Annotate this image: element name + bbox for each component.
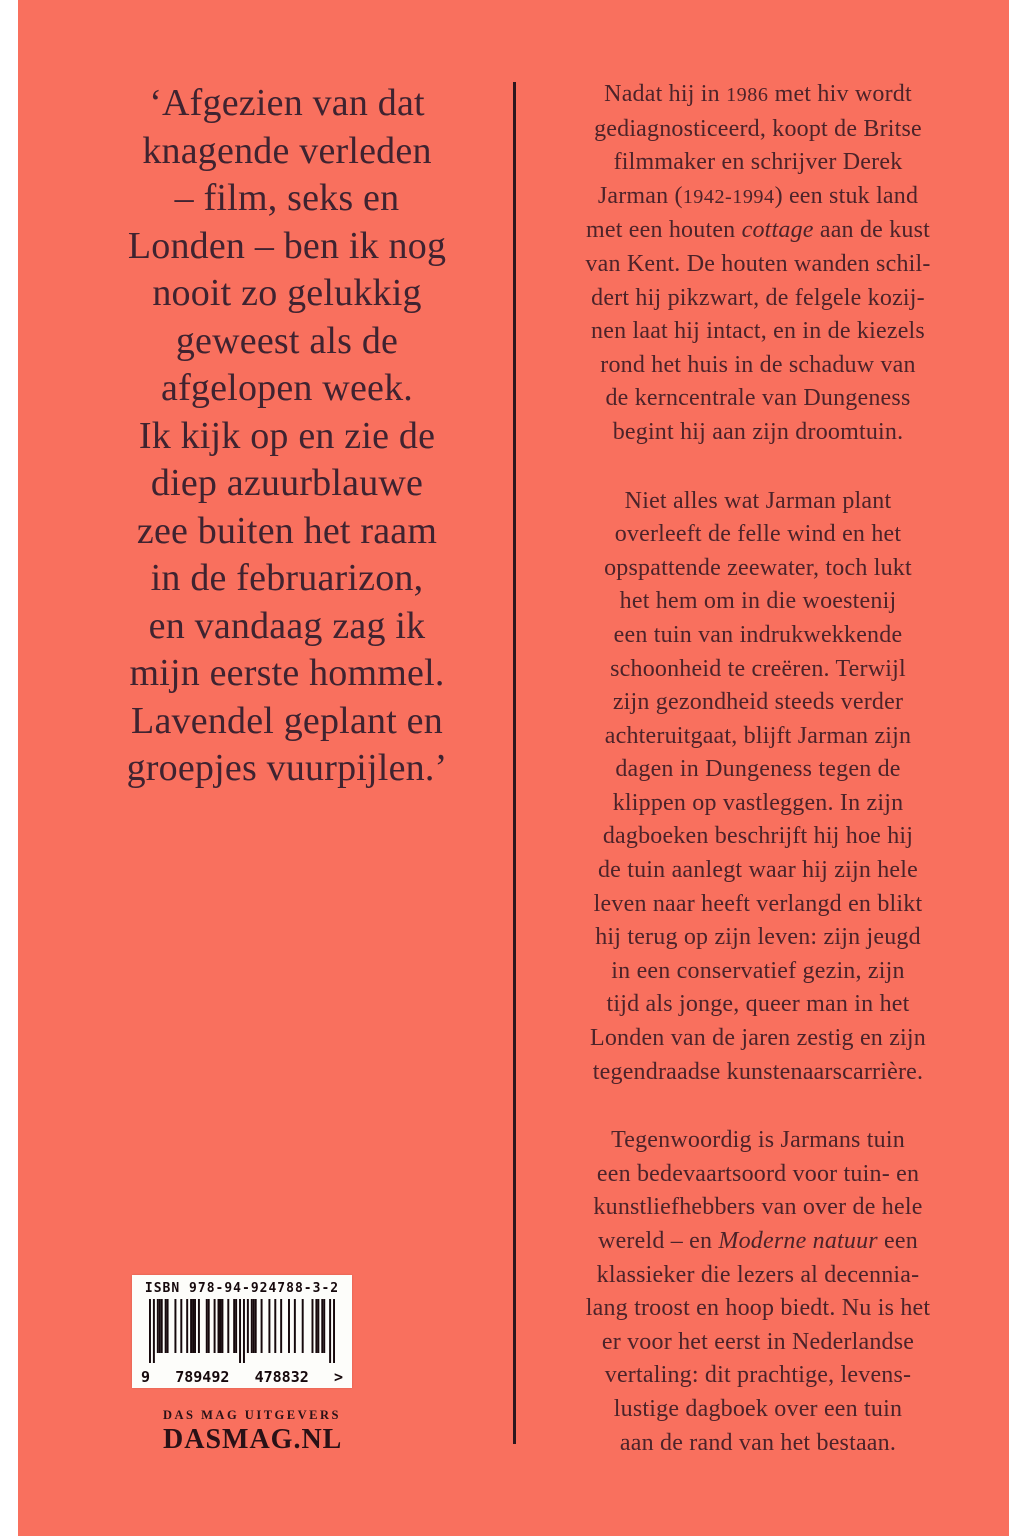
- text-line: lustige dagboek over een tuin: [613, 1395, 903, 1422]
- quote-line: knagende verleden: [142, 129, 432, 172]
- paragraph: [530, 1124, 986, 1460]
- text-line: dert hij pikzwart, de felgele kozij-: [591, 284, 925, 311]
- text-line: er voor het eerst in Nederlandse: [601, 1328, 915, 1355]
- text-line: klippen op vastleggen. In zijn: [612, 789, 904, 816]
- text-line: achteruitgaat, blijft Jarman zijn: [604, 722, 912, 749]
- text-line: lang troost en hoop biedt. Nu is het: [585, 1295, 931, 1322]
- text-line: van Kent. De houten wanden schil-: [585, 250, 931, 277]
- quote-line: Lavendel geplant en: [131, 699, 443, 742]
- barcode-digit-group: 789492: [175, 1368, 230, 1386]
- quote-line: geweest als de: [175, 319, 399, 362]
- text-line: schoonheid te creëren. Terwijl: [610, 655, 906, 682]
- quote-line: ‘Afgezien van dat: [149, 82, 425, 124]
- barcode-digit-group: 9: [141, 1368, 151, 1386]
- publisher-block: [163, 1408, 342, 1456]
- quote-line: Ik kijk op en zie de: [138, 414, 436, 457]
- text-line: wereld – en Moderne natuur een: [598, 1228, 918, 1254]
- page-margin-right: [1009, 0, 1024, 1536]
- quote-line: in de februarizon,: [150, 557, 424, 599]
- quote-line: nooit zo gelukkig: [152, 272, 422, 314]
- text-line: met een houten cottage aan de kust: [585, 217, 931, 244]
- quote-line: groepjes vuurpijlen.’: [126, 747, 448, 789]
- text-line: filmmaker en schrijver Derek: [613, 149, 903, 176]
- barcode-bars-icon: [149, 1299, 335, 1363]
- quote-line: en vandaag zag ik: [148, 604, 426, 647]
- text-line: kunstliefhebbers van over de hele: [593, 1194, 923, 1221]
- text-line: de kerncentrale van Dungeness: [605, 385, 911, 412]
- publisher-imprint: DAS MAG UITGEVERS: [163, 1408, 341, 1422]
- quote-line: Londen – ben ik nog: [127, 224, 447, 267]
- publisher-website: DASMAG.NL: [163, 1424, 343, 1455]
- text-line: tijd als jonge, queer man in het: [606, 991, 910, 1018]
- text-line: klassieker die lezers al decennia-: [596, 1261, 920, 1288]
- description-column: [530, 78, 986, 1460]
- isbn-barcode-box: [132, 1275, 352, 1388]
- text-line: Londen van de jaren zestig en zijn: [589, 1025, 926, 1052]
- text-line: nen laat hij intact, en in de kiezels: [591, 318, 925, 345]
- text-line: rond het huis in de schaduw van: [600, 351, 916, 378]
- text-line: tegendraadse kunstenaarscarrière.: [592, 1058, 924, 1085]
- text-line: de tuin aanlegt waar hij zijn hele: [597, 857, 918, 884]
- text-line: overleeft de felle wind en het: [614, 521, 902, 548]
- text-line: vertaling: dit prachtige, levens-: [604, 1362, 912, 1389]
- quote-line: afgelopen week.: [161, 367, 413, 409]
- text-line: aan de rand van het bestaan.: [619, 1429, 897, 1456]
- column-divider: [513, 82, 516, 1444]
- quote-line: – film, seks en: [174, 177, 400, 219]
- book-back-cover: [18, 0, 1009, 1536]
- barcode-digit-group: 478832: [254, 1368, 309, 1386]
- text-line: een bedevaartsoord voor tuin- en: [596, 1160, 920, 1187]
- quote-line: diep azuurblauwe: [150, 462, 424, 504]
- quote-column: [77, 80, 497, 793]
- quote-line: zee buiten het raam: [136, 509, 438, 552]
- text-line: dagen in Dungeness tegen de: [615, 756, 901, 783]
- text-line: in een conservatief gezin, zijn: [611, 957, 905, 984]
- paragraph: [530, 78, 986, 450]
- text-line: opspattende zeewater, toch lukt: [604, 554, 912, 581]
- paragraph: [530, 485, 986, 1090]
- text-line: hij terug op zijn leven: zijn jeugd: [595, 924, 921, 951]
- text-line: een tuin van indrukwekkende: [613, 621, 903, 648]
- text-line: leven naar heeft verlangd en blikt: [593, 890, 923, 917]
- text-line: het hem om in die woestenij: [619, 588, 897, 615]
- barcode-digit-group: >: [333, 1368, 343, 1386]
- text-line: dagboeken beschrijft hij hoe hij: [602, 823, 914, 850]
- text-line: Niet alles wat Jarman plant: [624, 487, 892, 514]
- text-line: Nadat hij in 1986 met hiv wordt: [604, 81, 912, 107]
- text-line: Jarman (1942-1994) een stuk land: [597, 182, 919, 209]
- isbn-label: ISBN 978-94-924788-3-2: [144, 1281, 340, 1296]
- text-line: gediagnosticeerd, koopt de Britse: [594, 115, 922, 142]
- text-line: begint hij aan zijn droomtuin.: [612, 418, 904, 445]
- page-margin-left: [0, 0, 18, 1536]
- text-line: Tegenwoordig is Jarmans tuin: [611, 1127, 905, 1154]
- quote-line: mijn eerste hommel.: [129, 652, 445, 694]
- text-line: zijn gezondheid steeds verder: [612, 689, 904, 716]
- barcode-digits: [140, 1368, 344, 1386]
